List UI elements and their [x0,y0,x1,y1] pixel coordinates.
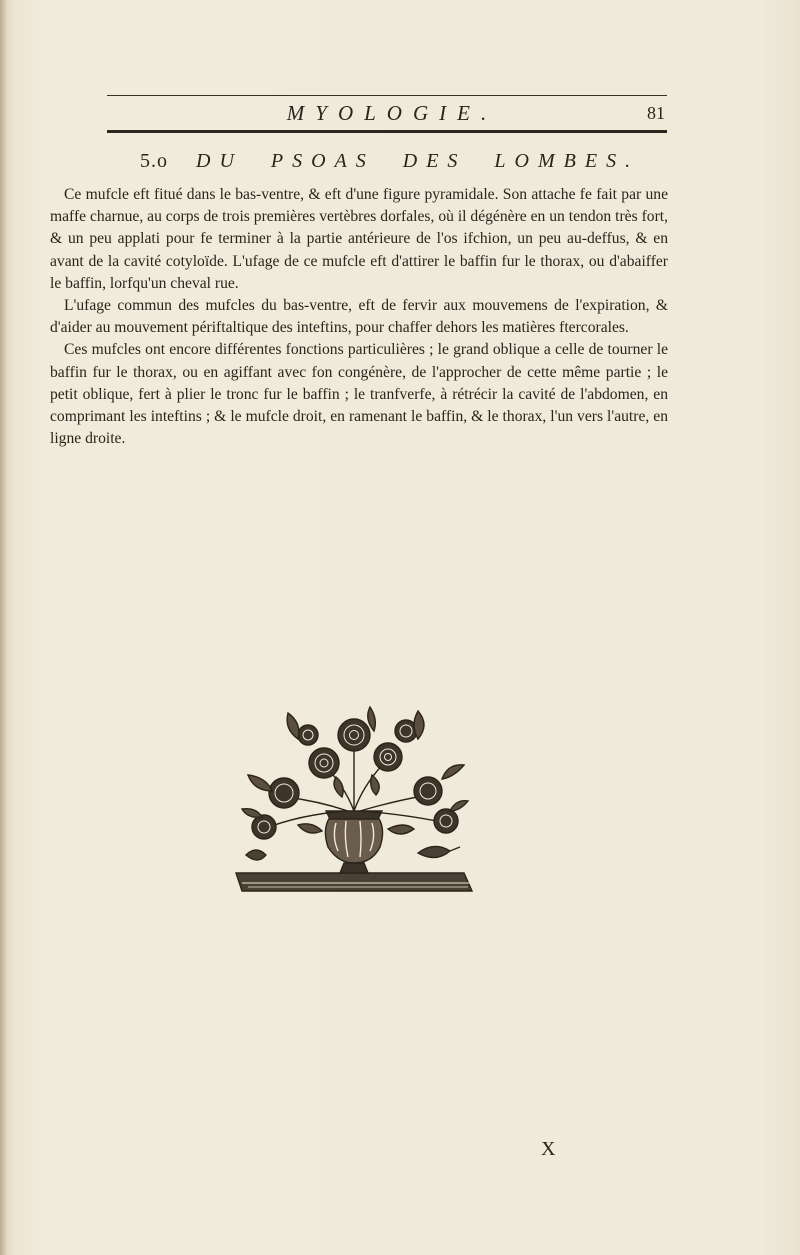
page-gutter [0,0,6,1255]
paragraph-2: L'ufage commun des mufcles du bas-ventre, eft de fervir aux mouvemens de l'expiration, & d'aider au mouvement périftaltique des inteftins, pour chaffer dehors les matières ftercorales. [50,297,668,337]
running-head [107,101,667,129]
section-heading [140,150,640,173]
running-title: MYOLOGIE. [286,101,498,125]
signature-mark: X [541,1138,556,1160]
header-rule-bottom [107,130,667,133]
page-number: 81 [647,103,665,123]
body-text [50,184,668,450]
paragraph-3: Ces mufcles ont encore différentes fonctions particulières ; le grand oblique a celle de tourner le baffin fur le thorax, ou en agiffant avec fon congénère, de l'approcher de cette même partie ; le petit oblique, fert à plier le tronc fur le baffin ; le tranfverfe, à rétrécir la cavité de l'abdomen, en comprimant les inteftins ; & le mufcle droit, en ramenant le baffin, & le thorax, l'un vers l'autre, en ligne droite. [50,341,668,448]
flower-vase-icon [228,705,480,897]
section-title: DU PSOAS DES LOMBES. [196,150,640,172]
section-number: 5.o [140,150,168,172]
paragraph-1: Ce mufcle eft fitué dans le bas-ventre, & eft d'une figure pyramidale. Son attache fe fait par une maffe charnue, au corps de trois premières vertèbres dorfales, où il dégénère en un tendon très fort, & un peu applati pour fe terminer à la partie antérieure de l'os ifchion, un peu au-deffus, & en avant de la cavité cotyloïde. L'ufage de ce mufcle eft d'attirer le baffin fur le thorax, ou d'abaiffer le baffin, lorfqu'un cheval rue. [50,186,668,292]
header-rule-top [107,95,667,96]
